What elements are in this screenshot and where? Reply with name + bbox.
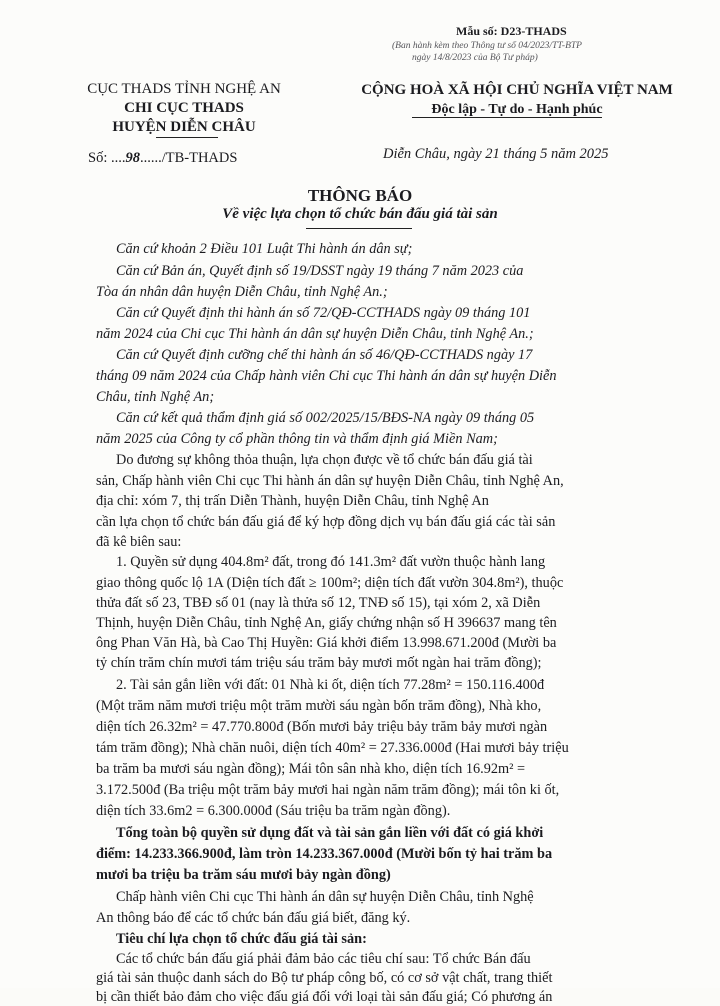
body-line: 1. Quyền sử dụng 404.8m² đất, trong đó 141.3m² đất vườn thuộc hành lang	[116, 554, 546, 570]
agency-name: CHI CỤC THADS	[124, 100, 244, 116]
body-line: Chấp hành viên Chi cục Thi hành án dân sự huyện Diễn Châu, tỉnh Nghệ	[116, 889, 534, 905]
nation-name: CỘNG HOÀ XÃ HỘI CHỦ NGHĨA VIỆT NAM	[361, 82, 673, 98]
form-note-line-1: (Ban hành kèm theo Thông tư số 04/2023/TT-BTP	[392, 41, 582, 51]
body-line: tỷ chín trăm chín mươi tám triệu sáu trăm bảy mươi mốt ngàn hai trăm đồng);	[96, 655, 542, 671]
body-line: Tòa án nhân dân huyện Diễn Châu, tỉnh Nghệ An.;	[96, 284, 388, 300]
body-line: Căn cứ khoản 2 Điều 101 Luật Thi hành án dân sự;	[116, 241, 413, 257]
place-date: Diễn Châu, ngày 21 tháng 5 năm 2025	[383, 146, 609, 162]
body-line: ba trăm ba mươi sáu ngàn đồng); Mái tôn sân nhà kho, diện tích 16.92m² =	[96, 761, 526, 777]
nation-motto: Độc lập - Tự do - Hạnh phúc	[431, 102, 603, 117]
body-line: Căn cứ kết quả thẩm định giá số 002/2025/15/BĐS-NA ngày 09 tháng 05	[116, 410, 535, 426]
doc-no-suffix: ....../TB-THADS	[139, 150, 238, 166]
body-line: An thông báo để các tổ chức bán đấu giá biết, đăng ký.	[96, 910, 411, 926]
body-line: tháng 09 năm 2024 của Chấp hành viên Chi cục Thi hành án dân sự huyện Diễn	[96, 368, 557, 384]
body-line: mươi ba triệu ba trăm sáu mươi bảy ngàn đồng)	[96, 867, 391, 883]
body-line: diện tích 33.6m2 = 6.300.000đ (Sáu triệu ba trăm ngàn đồng).	[96, 803, 451, 819]
body-line: Căn cứ Bản án, Quyết định số 19/DSST ngày 19 tháng 7 năm 2023 của	[116, 263, 524, 279]
body-line: năm 2025 của Công ty cổ phần thông tin và thẩm định giá Miền Nam;	[96, 431, 498, 447]
subtitle-underline	[306, 228, 412, 229]
document-title: THÔNG BÁO	[307, 186, 413, 205]
issuing-agency	[50, 80, 318, 137]
body-line: giá tài sản thuộc danh sách do Bộ tư pháp công bố, có cơ sở vật chất, trang thiết	[96, 970, 553, 986]
doc-no-prefix: Số: ....	[88, 150, 126, 166]
national-motto	[332, 80, 702, 120]
body-line: giao thông quốc lộ 1A (Diện tích đất ≥ 100m²; diện tích đất vườn 304.8m²), thuộc	[96, 575, 564, 591]
body-line: 3.172.500đ (Ba triệu một trăm bảy mươi hai ngàn năm trăm đồng); mái tôn ki ốt,	[96, 782, 560, 798]
body-line: ông Phan Văn Hà, bà Cao Thị Huyền: Giá khởi điểm 13.998.671.200đ (Mười ba	[96, 635, 557, 651]
document-number	[88, 150, 237, 167]
body-line: Châu, tỉnh Nghệ An;	[96, 389, 215, 405]
doc-no-value: 98	[125, 150, 140, 166]
body-line: Căn cứ Quyết định thi hành án số 72/QĐ-CCTHADS ngày 09 tháng 101	[116, 305, 531, 321]
body-line: diện tích 26.32m² = 47.770.800đ (Bốn mươi bảy triệu bảy trăm bảy mươi ngàn	[96, 719, 548, 735]
body-line: Tổng toàn bộ quyền sử dụng đất và tài sản gắn liền với đất có giá khởi	[116, 825, 544, 841]
body-line: địa chỉ: xóm 7, thị trấn Diễn Thành, huyện Diễn Châu, tỉnh Nghệ An	[96, 493, 489, 509]
body-line: bị cần thiết bảo đảm cho việc đấu giá đối với loại tài sản đấu giá; Có phương án	[96, 989, 553, 1005]
body-line: cần lựa chọn tổ chức bán đấu giá để ký hợp đồng dịch vụ bán đấu giá các tài sản	[96, 514, 556, 530]
section-heading: Tiêu chí lựa chọn tổ chức đấu giá tài sản:	[116, 931, 367, 947]
agency-district: HUYỆN DIỄN CHÂU	[112, 119, 256, 135]
form-note-line-2: ngày 14/8/2023 của Bộ Tư pháp)	[412, 53, 538, 63]
body-line: điểm: 14.233.366.900đ, làm tròn 14.233.367.000đ (Mười bốn tỷ hai trăm ba	[96, 846, 553, 862]
body-line: Các tổ chức bán đấu giá phải đảm bảo các tiêu chí sau: Tổ chức Bán đấu	[116, 951, 531, 967]
body-line: (Một trăm năm mươi triệu một trăm mười sáu ngàn bốn trăm đồng), Nhà kho,	[96, 698, 542, 714]
body-line: Thịnh, huyện Diễn Châu, tỉnh Nghệ An, giấy chứng nhận số H 396637 mang tên	[96, 615, 557, 631]
agency-parent: CỤC THADS TỈNH NGHỆ AN	[87, 81, 281, 97]
form-code: Mẫu số: D23-THADS	[456, 24, 567, 38]
agency-underline	[156, 137, 218, 138]
body-line: Căn cứ Quyết định cưỡng chế thi hành án số 46/QĐ-CCTHADS ngày 17	[116, 347, 533, 363]
document-subtitle: Về việc lựa chọn tổ chức bán đấu giá tài sản	[222, 206, 498, 222]
body-line: tám trăm đồng); Nhà chăn nuôi, diện tích 40m² = 27.336.000đ (Hai mươi bảy triệu	[96, 740, 569, 756]
body-line: sản, Chấp hành viên Chi cục Thi hành án dân sự huyện Diễn Châu, tỉnh Nghệ An,	[96, 473, 564, 489]
body-line: đã kê biên sau:	[96, 534, 182, 550]
body-line: 2. Tài sản gắn liền với đất: 01 Nhà ki ốt, diện tích 77.28m² = 150.116.400đ	[116, 677, 545, 693]
motto-underline	[412, 117, 602, 118]
body-line: thửa đất số 23, TBĐ số 01 (nay là thửa số 12, TNĐ số 15), tại xóm 2, xã Diễn	[96, 595, 541, 611]
body-line: năm 2024 của Chi cục Thi hành án dân sự huyện Diễn Châu, tỉnh Nghệ An.;	[96, 326, 534, 342]
body-line: Do đương sự không thỏa thuận, lựa chọn được về tổ chức bán đấu giá tài	[116, 452, 533, 468]
